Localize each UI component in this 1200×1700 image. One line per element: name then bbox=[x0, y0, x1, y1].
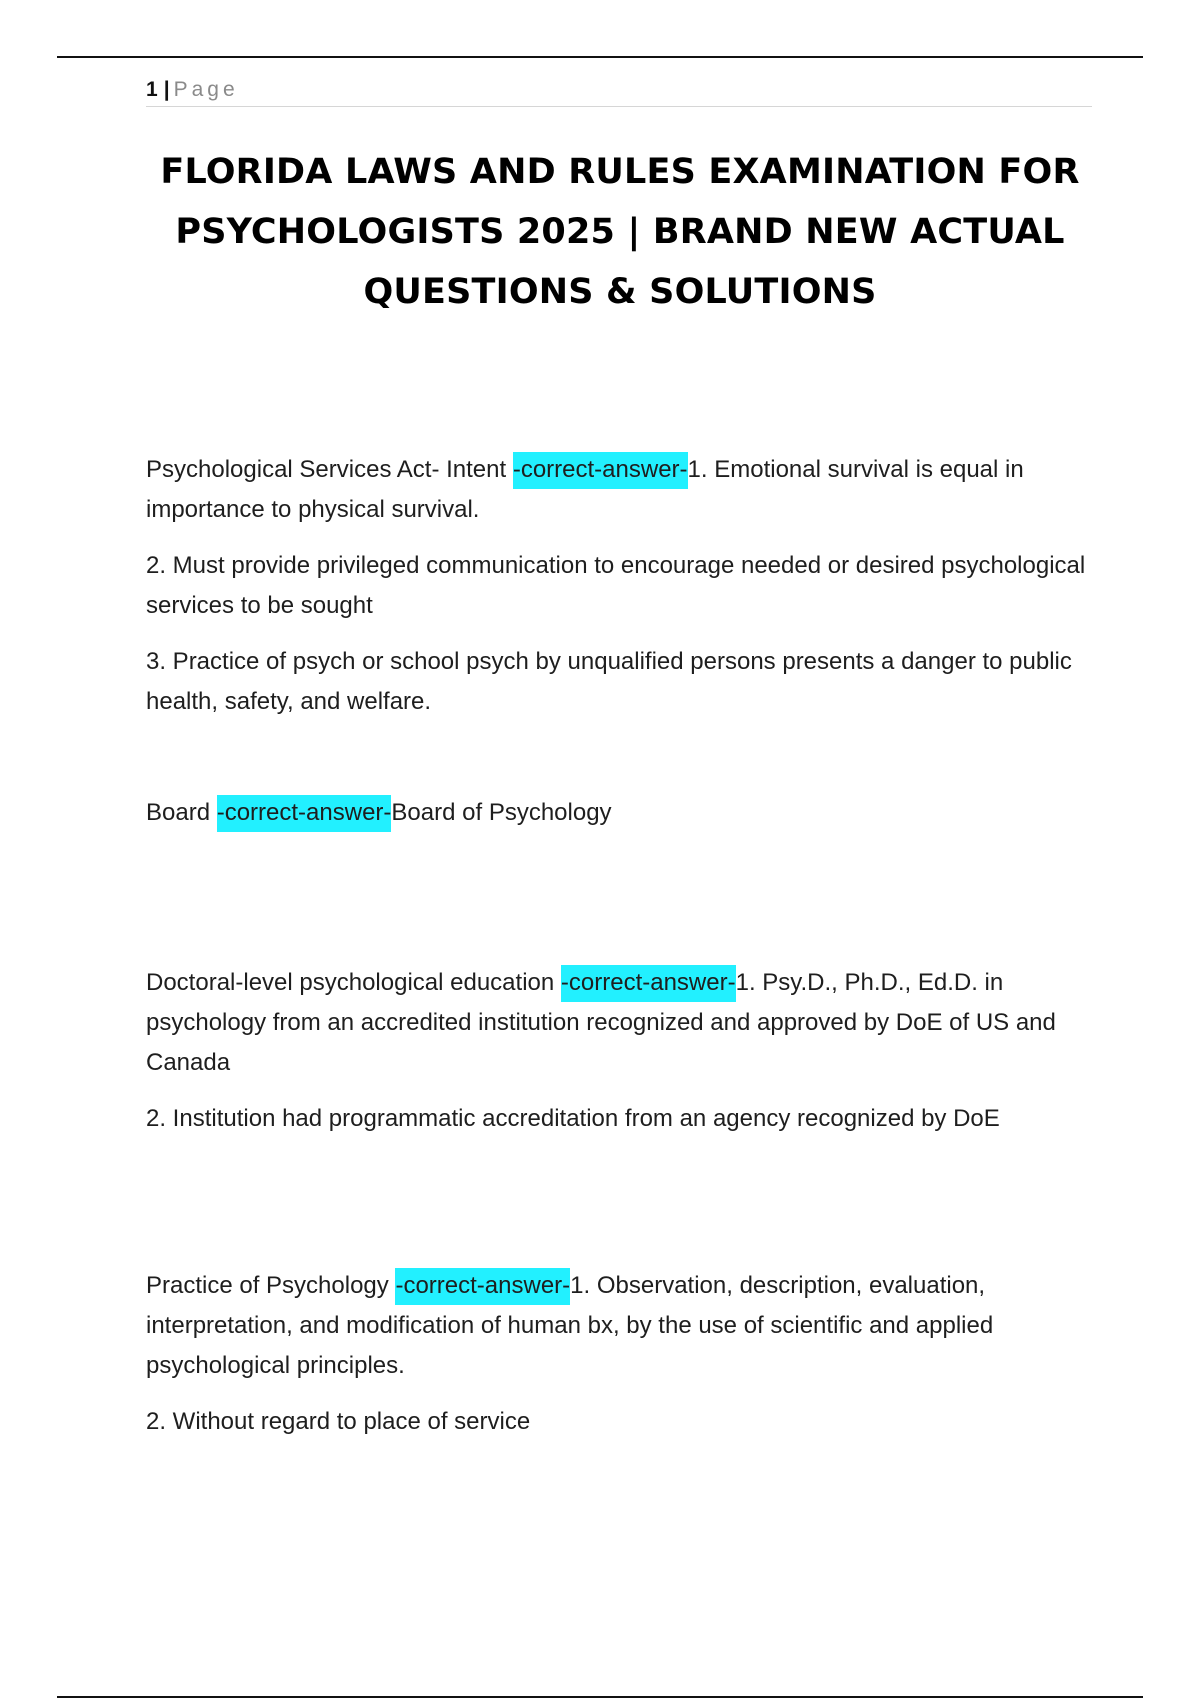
qa-first-line bbox=[146, 963, 1096, 1083]
correct-answer-marker: -correct-answer- bbox=[561, 965, 736, 1002]
qa-first-line bbox=[146, 793, 1096, 833]
qa-first-line bbox=[146, 450, 1096, 530]
qa-item bbox=[146, 450, 1096, 738]
bottom-rule bbox=[57, 1696, 1143, 1698]
qa-term: Doctoral-level psychological education bbox=[146, 969, 561, 996]
qa-term: Board bbox=[146, 799, 217, 826]
document-title: FLORIDA LAWS AND RULES EXAMINATION FOR PSYCHOLOGISTS 2025 | BRAND NEW ACTUAL QUESTIONS & SOLUTIONS bbox=[160, 152, 1080, 312]
qa-term: Psychological Services Act- Intent bbox=[146, 456, 513, 483]
top-rule bbox=[57, 56, 1143, 58]
correct-answer-marker: -correct-answer- bbox=[395, 1268, 570, 1305]
qa-answer-line: 2. Institution had programmatic accreditation from an agency recognized by DoE bbox=[146, 1105, 1000, 1132]
qa-answer: 1. Observation, description, evaluation, interpretation, and modification of human bx, by the use of scientific and applied psychological principles. bbox=[146, 1272, 994, 1379]
qa-answer-line: 3. Practice of psych or school psych by unqualified persons presents a danger to public health, safety, and welfare. bbox=[146, 648, 1072, 715]
correct-answer-marker: -correct-answer- bbox=[513, 452, 688, 489]
page-number: 1 bbox=[146, 78, 158, 101]
qa-item bbox=[146, 793, 1096, 849]
page-separator: | bbox=[163, 78, 170, 101]
qa-item bbox=[146, 963, 1096, 1155]
correct-answer-marker: -correct-answer- bbox=[217, 795, 392, 832]
page-label: Page bbox=[173, 78, 239, 101]
page-header bbox=[146, 74, 1092, 107]
qa-first-line bbox=[146, 1266, 1096, 1386]
qa-answer: 1. Psy.D., Ph.D., Ed.D. in psychology from an accredited institution recognized and approved by DoE of US and Canada bbox=[146, 969, 1056, 1076]
qa-answer: 1. Emotional survival is equal in importance to physical survival. bbox=[146, 456, 1024, 523]
qa-answer-line: 2. Must provide privileged communication to encourage needed or desired psychological services to be sought bbox=[146, 552, 1086, 619]
qa-term: Practice of Psychology bbox=[146, 1272, 396, 1299]
qa-item bbox=[146, 1266, 1096, 1458]
qa-answer: Board of Psychology bbox=[391, 799, 612, 826]
qa-answer-line: 2. Without regard to place of service bbox=[146, 1408, 531, 1435]
